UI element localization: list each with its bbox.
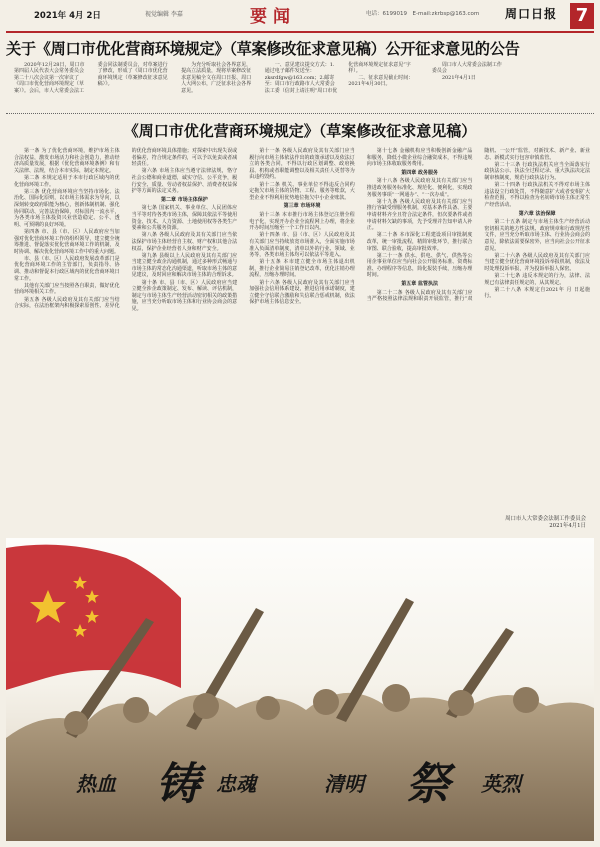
announcement-body (14, 62, 590, 109)
newspaper-logo: 周口日报 (505, 7, 558, 21)
announcement-paragraph: 为充分听取社会各界意见，提高立法质量，现将草案修改征求意见稿全文在周口日报、周口人大网公布，广泛征求社会各界意见。 (181, 62, 252, 94)
announcement-headline: 关于《周口市优化营商环境规定》（草案修改征求意见稿）公开征求意见的公告 (6, 40, 520, 58)
article-paragraph: 第二十四条 行政执法机关不得对市场主体违法设立行政处罚，不得随意扩大或者变相扩大检查范围，不得以检查为名妨碍市场主体正常生产经营活动。 (484, 182, 590, 208)
article-paragraph: 第二十条 本市深化工程建设项目审批制度改革，统一审批流程，精简审批环节，推行联合审图、联合验收，提高审批效率。 (366, 232, 473, 252)
article-paragraph: 第十条 市、县（市、区）人民政府应当建立健全涉企政策制定、发布、解读、评估机制，制定与市场主体生产经营活动密切相关的政策措施，应当充分听取市场主体和行业协会商会的意见。 (131, 279, 238, 313)
article-paragraph: 第十四条 市、县（市、区）人民政府及其有关部门应当持续放宽市场准入，全面实施市场准入负面清单制度，清单以外的行业、领域、业务等，各类市场主体均可以依法平等进入。 (249, 232, 355, 259)
editor-credit: 视觉编辑 李嘉 (145, 11, 183, 18)
signature-org: 周口市人大常委会法制工作委员会 (505, 516, 586, 522)
chapter-heading: 第四章 政务服务 (401, 169, 438, 176)
article-paragraph: 第十六条 各级人民政府及其有关部门应当加强社会信用体系建设，推进信用承诺制度，建立健全守信联合激励和失信联合惩戒机制，依法保护市场主体信息安全。 (249, 279, 355, 306)
article-paragraph: 第十三条 本市推行市场主体登记注册全程电子化，实现开办企业全流程网上办理，将企业开办时间压缩至一个工作日以内。 (249, 211, 355, 232)
article-paragraph: 第二十二条 各级人民政府及其有关部门应当严格按照法律法规和职责开展监管，推行“双随机、一公开”监管，对新技术、新产业、新业态、新模式实行包容审慎监管。 (366, 148, 590, 303)
article-paragraph: 第八条 各级人民政府及其有关部门应当依法保护市场主体经营自主权、财产权和其他合法权益，保护企业经营者人身和财产安全。 (131, 232, 238, 252)
article-paragraph: 市、县（市、区）人民政府发展改革部门是优化营商环境工作的主管部门，负责指导、协调、推动和督促本行政区域内的优化营商环境日常工作。 (14, 255, 120, 282)
announcement-paragraph: 二、征求意见截止时间：2021年4月30日。 (348, 74, 414, 88)
article-paragraph: 第六条 市场主体应当遵守法律法规，恪守社会公德和商业道德，诚实守信、公平竞争，履行安全、质量、劳动者权益保护、消费者权益保护等方面的法定义务。 (131, 168, 238, 195)
signature-date: 2021年4月1日 (549, 523, 586, 529)
article-paragraph: 第二十七条 违反本规定的行为，法律、法规已有法律责任规定的，从其规定。 (484, 273, 590, 286)
chapter-heading: 第五章 监管执法 (401, 281, 438, 288)
article-paragraph: 第二十五条 制定与市场主体生产经营活动密切相关的地方性法规、政府规章和行政规范性文件，应当充分听取市场主体、行业协会商会的意见，除依法需要保密外，应当向社会公开征求意见。 (484, 219, 590, 252)
masthead-divider (6, 31, 594, 33)
article-paragraph: 第二十六条 各级人民政府及其有关部门应当建立健全优化营商环境投诉举报机制，依法及时处理投诉举报，并为投诉举报人保密。 (484, 252, 590, 272)
caption-part: 英烈 (481, 772, 521, 796)
article-paragraph: 第二十一条 供水、供电、供气、供热等公用企事业单位应当向社会公开服务标准、资费标准、办理程序等信息，简化报装手续，压缩办理时间。 (366, 252, 473, 279)
article-paragraph: 其他有关部门应当按照各自职责，做好优化营商环境相关工作。 (14, 282, 120, 296)
caption-part: 清明 (324, 772, 364, 796)
masthead (0, 0, 600, 33)
article-paragraph: 第二条 本规定适用于本市行政区域内的优化营商环境工作。 (14, 174, 120, 188)
law-headline: 《周口市优化营商环境规定》（草案修改征求意见稿） (123, 122, 477, 140)
announcement-paragraph: 一、意见建议提交方式：1.通过电子邮件发送至：zksrdfgw@163.com；2.邮寄至：周口市行政路市人大常委会法工委（信封上请注明“周口市优化营商环境规定征求意见”字样）。 (264, 62, 411, 94)
caption-part: 忠魂 (216, 772, 256, 796)
qingming-feature-image (6, 538, 594, 841)
chapter-heading: 第六章 法治保障 (518, 210, 556, 217)
article-paragraph: 第十一条 各级人民政府及其有关部门应当履行向市场主体依法作出的政策承诺以及依法订立的各类合同，不得以行政区划调整、政府换届、机构或者职能调整以及相关责任人更替等为由违约毁约。 (249, 148, 355, 181)
article-paragraph: 第一条 为了优化营商环境，维护市场主体合法权益，激发市场活力和社会创造力，推动经济高质量发展，根据《优化营商环境条例》和有关法律、法规，结合本市实际，制定本规定。 (14, 148, 120, 174)
section-divider (6, 113, 594, 114)
article-paragraph: 第三条 优化营商环境应当坚持市场化、法治化、国际化原则，以市场主体需求为导向，以深刻转变政府职能为核心，创新体制机制、强化协同联动、完善法治保障，对标国内一流水平，为各类市场主体投资兴业营造稳定、公平、透明、可预期的良好环境。 (14, 188, 120, 228)
article-paragraph: 第四条 市、县（市、区）人民政府应当加强对优化营商环境工作的组织领导，建立健全统筹推进、督促落实优化营商环境工作的机制，及时协调、解决优化营商环境工作中的重大问题。 (14, 228, 120, 255)
article-paragraph: 第十七条 金融机构应当积极创新金融产品和服务，降低小微企业综合融资成本，不得违规向市场主体收取服务费用。 (366, 148, 473, 168)
law-body (14, 148, 590, 530)
article-paragraph: 第七条 国家机关、事业单位、人民团体应当平等对待各类市场主体，保障其依法平等使用资金、技术、人力资源、土地使用权等各类生产要素和公共服务资源。 (131, 205, 238, 232)
chapter-heading: 第三章 市场环境 (283, 203, 321, 210)
article-paragraph: 第十二条 机关、事业单位不得违反合同约定拖欠市场主体的货物、工程、服务等账款，大型企业不得利用优势地位拖欠中小企业账款。 (249, 181, 355, 201)
announcement-paragraph: 周口市人大常委会法制工作委员会 (431, 62, 502, 75)
announcement-paragraph: 2020年12月28日，周口市第四届人民代表大会常务委员会第二十八次会议第一次审议了《周口市优化营商环境规定（草案）》。会后，市人大常委会法工委会同法制委员会，对草案进行了修改，形成了《周口市优化营商环境规定（草案修改征求意见稿）》。 (14, 62, 168, 94)
announcement-paragraph: 2021年4月1日 (441, 74, 476, 81)
article-paragraph: 第十五条 本市建立健全市场主体退出机制，推行企业简易注销登记改革，优化注销办理流程，压缩办理时间。 (249, 259, 355, 279)
caption-part: 热血 (76, 772, 116, 796)
article-paragraph: 第九条 县级以上人民政府及其有关部门应当建立健全政企沟通机制，通过多种形式畅通与市场主体的常态化沟通渠道，听取市场主体的意见建议，及时回应和解决市场主体的合理诉求。 (131, 252, 238, 279)
article-paragraph: 第二十八条 本规定自2021年 月 日起施行。 (484, 286, 590, 300)
issue-date: 2021年 4月 2日 (34, 11, 101, 21)
contact-line: 电话：6199019 E-mail:zkrbsp@163.com (366, 11, 480, 17)
law-signature (505, 516, 586, 530)
article-paragraph: 第十九条 各级人民政府及其有关部门应当推行容缺受理服务机制，对基本条件具备、主要申请材料齐全且符合法定条件，但次要条件或者申请材料欠缺的事项，先予受理并告知申请人补正。 (366, 198, 473, 232)
caption-part: 祭 (406, 759, 450, 810)
article-paragraph: 第二十三条 行政执法机关应当全面落实行政执法公示、执法全过程记录、重大执法决定法制审核制度，规范行政执法行为。 (484, 161, 590, 181)
chapter-heading: 第二章 市场主体保护 (161, 196, 208, 203)
article-paragraph: 第五条 各级人民政府及其有关部门应当结合实际，在法治框架内积极探索原创性、差异化的优化营商环境具体措施；对探索中出现失误或者偏差，符合规定条件的，可以予以免责或者减轻责任。 (14, 148, 238, 310)
section-name: 要闻 (250, 7, 296, 27)
article-paragraph: 第十八条 各级人民政府及其有关部门应当推进政务服务标准化、规范化、便利化，实现政务服务事项“一网通办”、“一次办成”。 (366, 178, 473, 198)
caption-part: 铸 (156, 759, 200, 810)
page-number-badge: 7 (570, 3, 594, 29)
